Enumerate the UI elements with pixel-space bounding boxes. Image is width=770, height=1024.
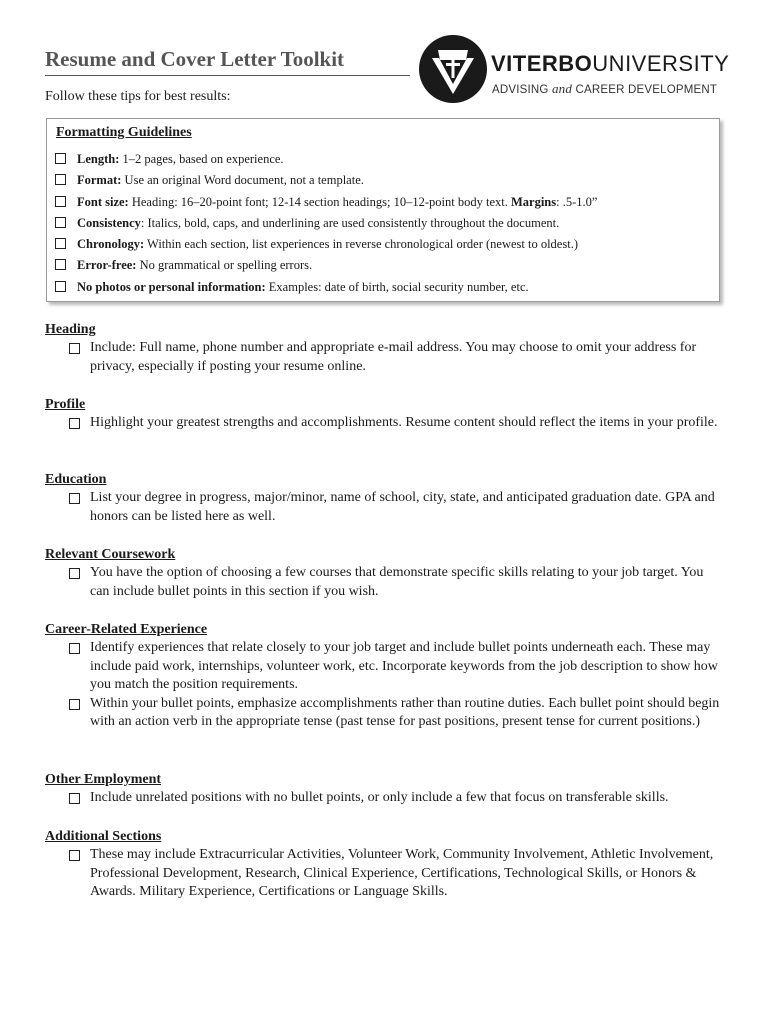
- checkbox-icon: [69, 699, 80, 710]
- page-subtitle: Follow these tips for best results:: [45, 89, 231, 104]
- university-logo: [418, 34, 738, 104]
- section-title: Other Employment: [45, 772, 162, 787]
- checkbox-icon: [69, 343, 80, 354]
- checkbox-icon: [69, 493, 80, 504]
- checkbox-icon: [55, 259, 66, 270]
- section-relevant-coursework: [45, 546, 735, 601]
- section-career-related-experience: [45, 621, 735, 732]
- checkbox-icon: [55, 281, 66, 292]
- list-item: Include unrelated positions with no bullet points, or only include a few that focus on transferable skills.: [45, 789, 720, 808]
- section-title: Relevant Coursework: [45, 547, 176, 562]
- page-title: Resume and Cover Letter Toolkit: [45, 47, 410, 76]
- list-item: These may include Extracurricular Activities, Volunteer Work, Community Involvement, Athletic Involvement, Professional Development, Research, Clinical Experience, Certifications, Technological Skills, or Honors & Awards. Military Experience, Certifications or Language Skills.: [45, 846, 720, 902]
- checkbox-icon: [55, 217, 66, 228]
- guideline-item: Format: Use an original Word document, not a template.: [55, 170, 597, 191]
- guideline-item: Consistency: Italics, bold, caps, and underlining are used consistently throughout the document.: [55, 213, 597, 234]
- section-title: Additional Sections: [45, 829, 162, 844]
- list-item: Within your bullet points, emphasize accomplishments rather than routine duties. Each bullet point should begin with an action verb in the appropriate tense (past tense for past positions, present tense for current positions.): [45, 695, 720, 732]
- logo-tagline: ADVISING and CAREER DEVELOPMENT: [492, 81, 718, 96]
- guideline-item: No photos or personal information: Examples: date of birth, social security number, etc.: [55, 277, 597, 298]
- list-item: Identify experiences that relate closely to your job target and include bullet points underneath each. These may include paid work, internships, volunteer work, etc. Incorporate keywords from the job description to show how you match the position requirements.: [45, 639, 720, 695]
- section-education: [45, 471, 735, 526]
- section-title: Profile: [45, 397, 86, 412]
- checkbox-icon: [69, 643, 80, 654]
- section-additional-sections: [45, 828, 735, 902]
- section-heading: [45, 321, 735, 376]
- checkbox-icon: [69, 850, 80, 861]
- section-title: Education: [45, 472, 107, 487]
- checkbox-icon: [55, 153, 66, 164]
- checkbox-icon: [55, 196, 66, 207]
- university-emblem-icon: [418, 34, 488, 104]
- checkbox-icon: [55, 238, 66, 249]
- guideline-item: Font size: Heading: 16–20-point font; 12-14 section headings; 10–12-point body text. Margins: .5-1.0”: [55, 192, 597, 213]
- section-profile: [45, 396, 735, 433]
- list-item: You have the option of choosing a few courses that demonstrate specific skills relating to your job target. You can include bullet points in this section if you wish.: [45, 564, 720, 601]
- section-other-employment: [45, 771, 735, 808]
- list-item: List your degree in progress, major/minor, name of school, city, state, and anticipated graduation date. GPA and honors can be listed here as well.: [45, 489, 720, 526]
- list-item: Highlight your greatest strengths and accomplishments. Resume content should reflect the items in your profile.: [45, 414, 720, 433]
- formatting-guidelines-list: [55, 149, 597, 298]
- checkbox-icon: [55, 174, 66, 185]
- formatting-guidelines-box: [46, 118, 720, 302]
- list-item: Include: Full name, phone number and appropriate e-mail address. You may choose to omit your address for privacy, especially if posting your resume online.: [45, 339, 720, 376]
- checkbox-icon: [69, 418, 80, 429]
- checkbox-icon: [69, 568, 80, 579]
- section-title: Career-Related Experience: [45, 622, 208, 637]
- guideline-item: Error-free: No grammatical or spelling errors.: [55, 255, 597, 276]
- guideline-item: Length: 1–2 pages, based on experience.: [55, 149, 597, 170]
- logo-wordmark: VITERBOUNIVERSITY: [491, 51, 730, 76]
- formatting-guidelines-heading: Formatting Guidelines: [56, 125, 192, 140]
- guideline-item: Chronology: Within each section, list experiences in reverse chronological order (newest to oldest.): [55, 234, 597, 255]
- checkbox-icon: [69, 793, 80, 804]
- section-title: Heading: [45, 322, 96, 337]
